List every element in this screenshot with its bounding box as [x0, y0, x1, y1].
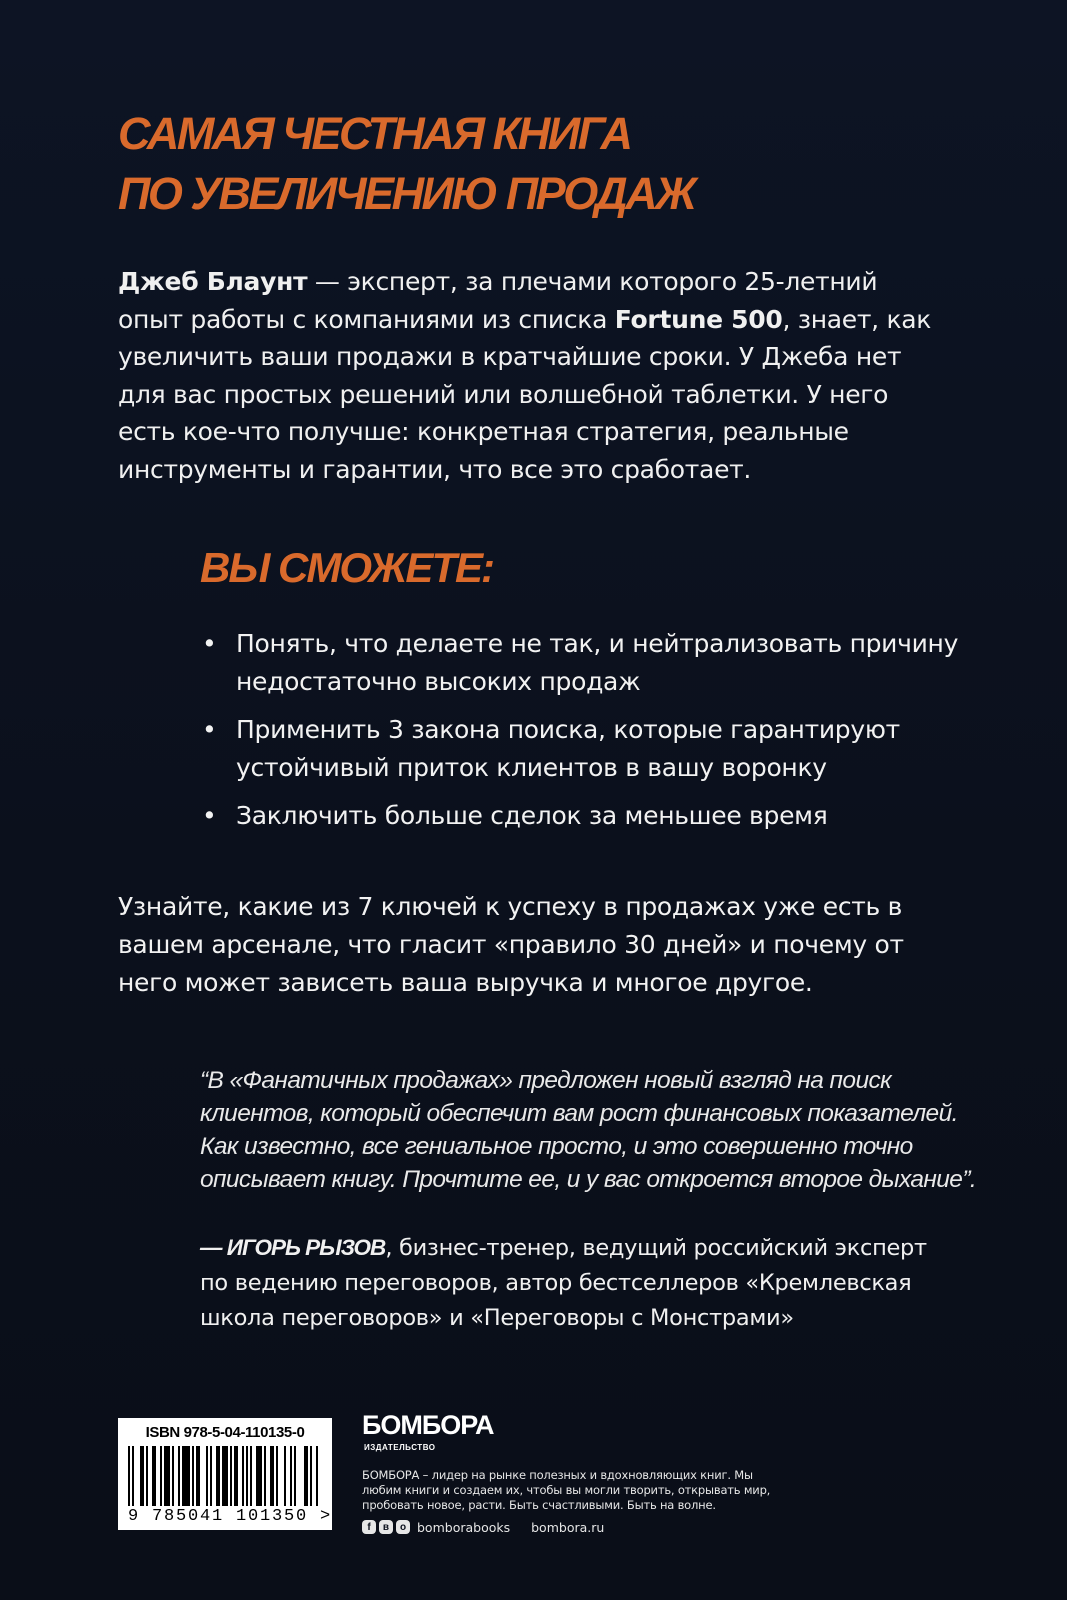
- outro-paragraph: Узнайте, какие из 7 ключей к успеху в продажах уже есть в вашем арсенале, что гласит «правило 30 дней» и почему от него может зависеть ваша выручка и многое другое.: [118, 892, 904, 997]
- brand-name: Fortune 500: [614, 304, 783, 334]
- benefit-text: Понять, что делаете не так, и нейтрализовать причину недостаточно высоких продаж: [236, 629, 959, 696]
- benefits-title: ВЫ СМОЖЕТЕ:: [200, 544, 493, 591]
- benefit-item: [200, 711, 960, 786]
- intro-paragraph: [118, 263, 948, 488]
- benefit-item: [200, 625, 960, 700]
- bullet-dot: •: [202, 801, 217, 830]
- barcode-image: [126, 1446, 324, 1510]
- headline-line-1: САМАЯ ЧЕСТНАЯ КНИГА: [118, 108, 631, 159]
- benefit-text: Заключить больше сделок за меньшее время: [236, 801, 828, 830]
- isbn-number: ISBN 978-5-04-110135-0: [145, 1424, 305, 1441]
- facebook-icon[interactable]: f: [362, 1520, 376, 1534]
- bullet-dot: •: [202, 629, 217, 658]
- publisher-logo: БОМБОРА: [362, 1410, 494, 1440]
- publisher-subtitle: ИЗДАТЕЛЬСТВО: [364, 1443, 436, 1452]
- publisher-social: [362, 1518, 604, 1536]
- headline: [118, 104, 694, 224]
- attribution-dash: —: [200, 1235, 227, 1260]
- benefits-list: [200, 625, 960, 846]
- headline-line-2: ПО УВЕЛИЧЕНИЮ ПРОДАЖ: [118, 168, 695, 219]
- publisher-description: БОМБОРА – лидер на рынке полезных и вдохновляющих книг. Мы любим книги и создаем их, чтобы вы могли творить, открывать мир, пробовать новое, расти. Быть счастливыми. Быть на волне.: [362, 1468, 771, 1512]
- benefit-item: [200, 797, 960, 835]
- website-link[interactable]: bombora.ru: [531, 1519, 605, 1535]
- benefit-text: Применить 3 закона поиска, которые гарантируют устойчивый приток клиентов в вашу воронку: [236, 715, 900, 782]
- bullet-dot: •: [202, 715, 217, 744]
- vk-icon[interactable]: в: [379, 1520, 393, 1534]
- barcode-panel: [118, 1418, 332, 1530]
- odnoklassniki-icon[interactable]: о: [396, 1520, 410, 1534]
- author-name: Джеб Блаунт: [118, 267, 308, 296]
- social-handle[interactable]: bomborabooks: [417, 1519, 511, 1535]
- testimonial-quote: “В «Фанатичных продажах» предложен новый взгляд на поиск клиентов, который обеспечит вам рост финансовых показателей. Как известно, все гениальное просто, и это совершенно точно описывает книгу. Прочтите ее, и у вас откроется второе дыхание”.: [200, 1067, 977, 1193]
- quote-author: ИГОРЬ РЫЗОВ: [226, 1235, 386, 1260]
- intro-text-2: , знает, как увеличить ваши продажи в кратчайшие сроки. У Джеба нет для вас простых решений или волшебной таблетки. У него есть кое-что получше: конкретная стратегия, реальные инструменты и гарантии, что все это сработает.: [118, 304, 932, 484]
- testimonial-attribution: [200, 1230, 960, 1336]
- barcode-digits: 9 785041 101350 >: [128, 1507, 333, 1526]
- quote-author-desc: , бизнес-тренер, ведущий российский эксперт по ведению переговоров, автор бестселлеров «Кремлевская школа переговоров» и «Переговоры с Монстрами»: [200, 1235, 927, 1331]
- intro-text-1: — эксперт, за плечами которого 25-летний опыт работы с компаниями из списка: [118, 267, 878, 334]
